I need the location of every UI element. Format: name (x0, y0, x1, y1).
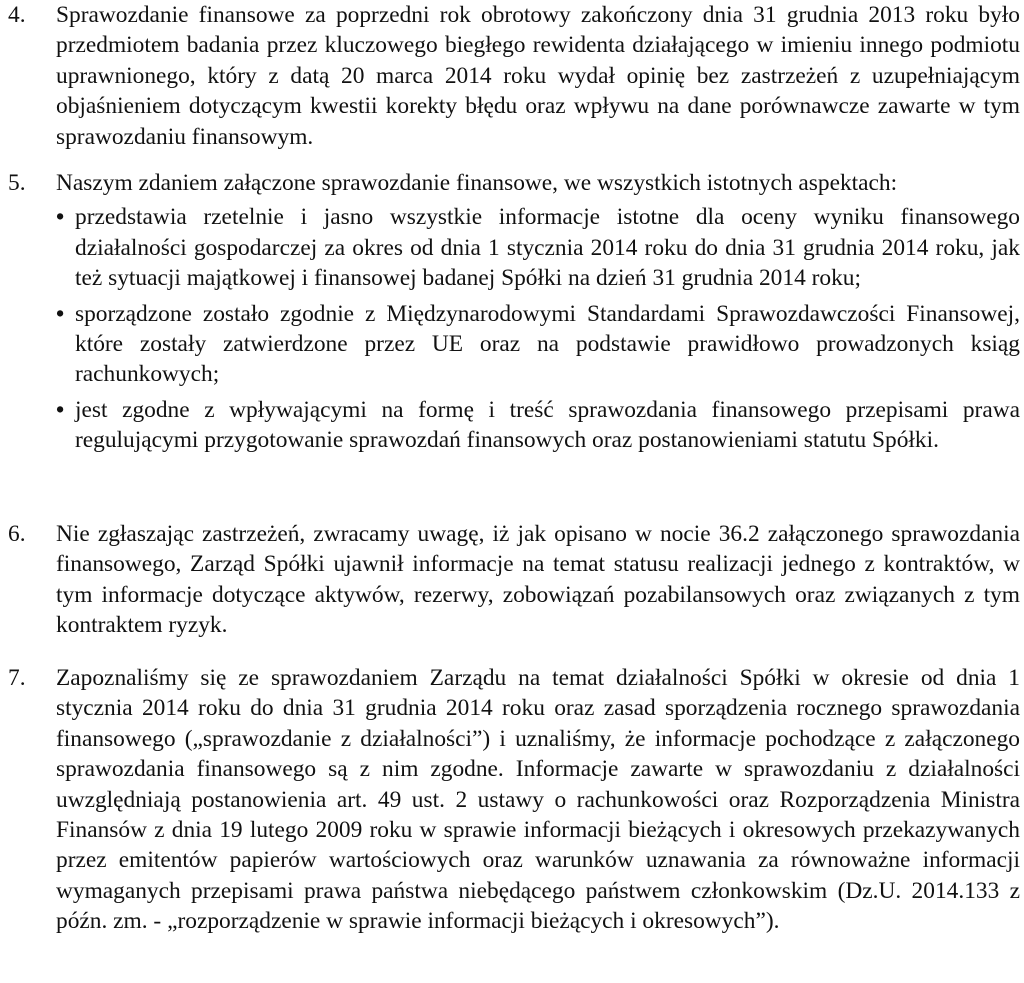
paragraph-body (56, 168, 1020, 456)
paragraph-number: 5. (8, 170, 26, 196)
paragraph-5 (8, 168, 1020, 461)
paragraph-text: Sprawozdanie finansowe za poprzedni rok obrotowy zakończony dnia 31 grudnia 2013 roku było przedmiotem badania przez kluczowego biegłego rewidenta działającego w imieniu innego podmiotu uprawnionego, który z datą 20 marca 2014 roku wydał opinię bez zastrzeżeń z uzupełniającym objaśnieniem dotyczącym kwestii korekty błędu oraz wpływu na dane porównawcze zawarte w tym sprawozdaniu finansowym. (56, 2, 1020, 150)
paragraph-number: 7. (8, 665, 26, 691)
paragraph-4 (8, 0, 1020, 152)
bullet-text: przedstawia rzetelnie i jasno wszystkie informacje istotne dla oceny wyniku finansowego działalności gospodarczej za okres od dnia 1 stycznia 2014 roku do dnia 31 grudnia 2014 roku, jak też sytuacji majątkowej i finansowej badanej Spółki na dzień 31 grudnia 2014 roku; (75, 204, 1020, 292)
paragraph-number: 6. (8, 521, 26, 547)
paragraph-7 (8, 663, 1020, 937)
bullet-item (56, 202, 1020, 293)
bullet-icon: • (56, 300, 65, 327)
paragraph-text: Naszym zdaniem załączone sprawozdanie finansowe, we wszystkich istotnych aspektach: (56, 170, 898, 196)
paragraph-number: 4. (8, 2, 26, 28)
bullet-icon: • (56, 396, 65, 423)
bullet-list (56, 202, 1020, 455)
bullet-item (56, 395, 1020, 456)
bullet-icon: • (56, 204, 65, 231)
paragraph-6 (8, 519, 1020, 641)
bullet-text: sporządzone zostało zgodnie z Międzynarodowymi Standardami Sprawozdawczości Finansowej, które zostały zatwierdzone przez UE oraz na podstawie prawidłowo prowadzonych ksiąg rachunkowych; (75, 300, 1020, 388)
paragraph-text: Zapoznaliśmy się ze sprawozdaniem Zarządu na temat działalności Spółki w okresie od dnia 1 stycznia 2014 roku do dnia 31 grudnia 2014 roku oraz zasad sporządzenia rocznego sprawozdania finansowego („sprawozdanie z działalności”) i uznaliśmy, że informacje pochodzące z załączonego sprawozdania finansowego są z nim zgodne. Informacje zawarte w sprawozdaniu z działalności uwzględniają postanowienia art. 49 ust. 2 ustawy o rachunkowości oraz Rozporządzenia Ministra Finansów z dnia 19 lutego 2009 roku w sprawie informacji bieżących i okresowych przekazywanych przez emitentów papierów wartościowych oraz warunków uznawania za równoważne informacji wymaganych przepisami prawa państwa niebędącego państwem członkowskim (Dz.U. 2014.133 z późn. zm. - „rozporządzenie w sprawie informacji bieżących i okresowych”). (56, 665, 1020, 935)
paragraph-text: Nie zgłaszając zastrzeżeń, zwracamy uwagę, iż jak opisano w nocie 36.2 załączonego sprawozdania finansowego, Zarząd Spółki ujawnił informacje na temat statusu realizacji jednego z kontraktów, w tym informacje dotyczące aktywów, rezerwy, zobowiązań pozabilansowych oraz związanych z tym kontraktem ryzyk. (56, 521, 1020, 639)
bullet-text: jest zgodne z wpływającymi na formę i treść sprawozdania finansowego przepisami prawa regulującymi przygotowanie sprawozdań finansowych oraz postanowieniami statutu Spółki. (75, 396, 1020, 454)
bullet-item (56, 299, 1020, 390)
